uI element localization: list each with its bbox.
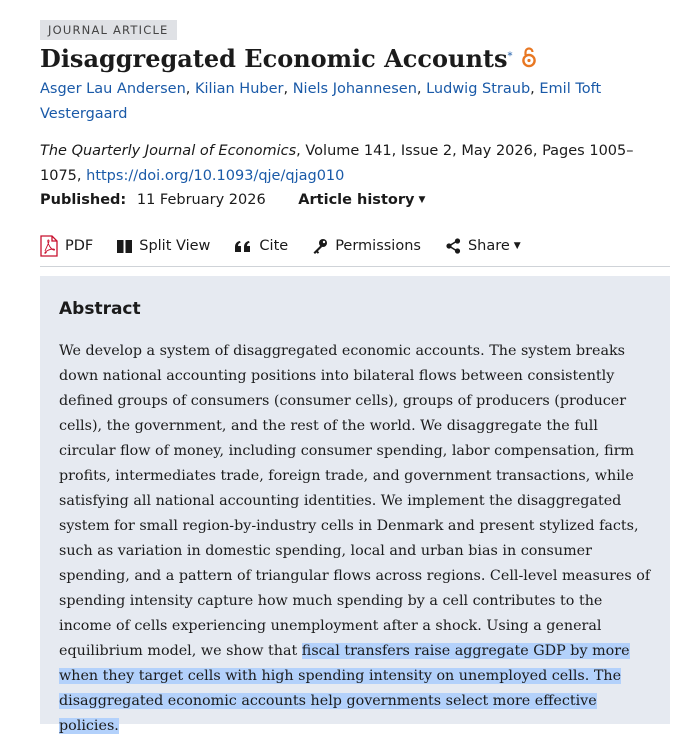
author-link[interactable]: Emil Toft Vestergaard xyxy=(40,81,602,122)
split-view-label: Split View xyxy=(139,238,211,254)
journal-name: The Quarterly Journal of Economics xyxy=(40,143,297,159)
split-view-button[interactable] xyxy=(117,232,210,260)
title-footnote-marker[interactable]: * xyxy=(507,51,513,62)
share-button[interactable] xyxy=(445,232,521,260)
citation-details: , Volume 141, Issue 2, May 2026, Pages 1005–1075, xyxy=(40,143,634,184)
citation xyxy=(40,139,660,189)
open-access-icon xyxy=(521,44,537,78)
author-link[interactable]: Asger Lau Andersen xyxy=(40,81,186,97)
article-title-text: Disaggregated Economic Accounts xyxy=(40,44,508,73)
quote-icon xyxy=(234,240,252,253)
publication-row xyxy=(40,188,425,212)
author-link[interactable]: Ludwig Straub xyxy=(426,81,531,97)
abstract-section xyxy=(40,276,670,734)
caret-down-icon: ▼ xyxy=(513,241,521,251)
share-label: Share xyxy=(467,238,510,254)
split-view-icon xyxy=(117,240,132,253)
article-history-toggle[interactable] xyxy=(298,192,425,208)
author-list: Asger Lau Andersen, Kilian Huber, Niels Johannesen, Ludwig Straub, Emil Toft Vestergaard xyxy=(40,81,602,122)
key-icon xyxy=(312,238,328,254)
caret-down-icon: ▼ xyxy=(418,195,426,205)
cite-button[interactable] xyxy=(234,232,288,260)
article-history-label: Article history xyxy=(298,192,415,208)
pdf-icon xyxy=(40,235,58,257)
abstract-text-selected: fiscal transfers raise aggregate GDP by more when they target cells with high spending intensity on unemployed cells. The disaggregated economic accounts help governments select more effective policies. xyxy=(59,643,630,734)
abstract-text xyxy=(59,339,652,739)
doi-link[interactable]: https://doi.org/10.1093/qje/qjag010 xyxy=(86,168,345,184)
abstract-text-plain: We develop a system of disaggregated economic accounts. The system breaks down national accounting positions into bilateral flows between consistently defined groups of consumers (consumer cells), groups of producers (producer cells), the government, and the rest of the world. We disaggregate the full circular flow of money, including consumer spending, labor compensation, firm profits, intermediates trade, foreign trade, and government transactions, while satisfying all national accounting identities. We implement the disaggregated system for small region-by-industry cells in Denmark and present stylized facts, such as variation in domestic spending, local and urban bias in consumer spending, and a pattern of triangular flows across regions. Cell-level measures of spending intensity capture how much spending by a cell contributes to the income of cells experiencing unemployment after a shock. Using a general equilibrium model, we show that xyxy=(59,343,651,659)
published-date: 11 February 2026 xyxy=(136,192,266,208)
published-label: Published: xyxy=(40,192,127,208)
cite-label: Cite xyxy=(259,238,289,254)
abstract-heading: Abstract xyxy=(59,299,141,319)
permissions-label: Permissions xyxy=(335,238,421,254)
article-title xyxy=(40,42,537,78)
pdf-button[interactable] xyxy=(40,232,93,260)
author-link[interactable]: Niels Johannesen xyxy=(292,81,417,97)
pdf-label: PDF xyxy=(65,238,94,254)
share-icon xyxy=(445,238,461,254)
article-toolbar xyxy=(40,232,670,267)
author-link[interactable]: Kilian Huber xyxy=(195,81,284,97)
article-type-badge: JOURNAL ARTICLE xyxy=(40,20,177,40)
permissions-button[interactable] xyxy=(312,232,421,260)
